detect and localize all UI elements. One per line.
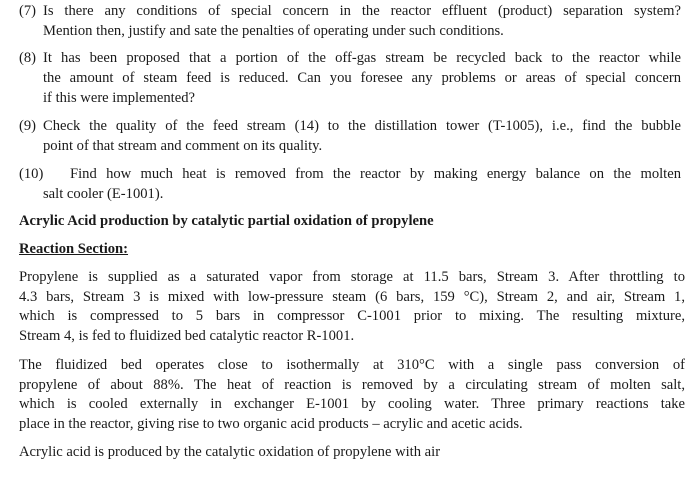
question-text-line: salt cooler (E-1001). xyxy=(43,186,164,202)
question-number: (9) xyxy=(19,118,37,134)
question-text-line: Is there any conditions of special concern in the reactor effluent (product) separation system? xyxy=(43,3,681,19)
paragraph xyxy=(19,268,685,346)
paragraph-line: propylene of about 88%. The heat of reaction is removed by a circulating stream of molten salt, xyxy=(19,376,685,393)
paragraph-line: which is cooled externally in exchanger E-1001 by cooling water. Three primary reactions take xyxy=(19,396,685,412)
section-subheading: Reaction Section: xyxy=(19,241,129,257)
question-text-line: Check the quality of the feed stream (14) to the distillation tower (T-1005), i.e., find the bubble xyxy=(43,118,681,134)
question-text-line: if this were implemented? xyxy=(43,90,195,106)
question-text-line: point of that stream and comment on its quality. xyxy=(43,138,323,154)
paragraph xyxy=(19,356,685,434)
paragraph-line: which is compressed to 5 bars in compressor C-1001 prior to mixing. The resulting mixture, xyxy=(19,308,685,324)
paragraph xyxy=(19,443,685,463)
section-heading: Acrylic Acid production by catalytic partial oxidation of propylene xyxy=(19,213,434,229)
question-number: (7) xyxy=(19,3,37,19)
paragraph-line: Propylene is supplied as a saturated vapor from storage at 11.5 bars, Stream 3. After throttling to xyxy=(19,269,685,285)
paragraph-line: 4.3 bars, Stream 3 is mixed with low-pressure steam (6 bars, 159 °C), Stream 2, and air, Stream 1, xyxy=(19,288,685,305)
question-text-line: Mention then, justify and sate the penalties of operating under such conditions. xyxy=(43,23,504,39)
paragraph-line: The fluidized bed operates close to isothermally at 310°C with a single pass conversion of xyxy=(19,357,685,373)
question-text-line: the amount of steam feed is reduced. Can you foresee any problems or areas of special concern xyxy=(43,70,681,86)
paragraph-line: place in the reactor, giving rise to two organic acid products – acrylic and acetic acids. xyxy=(19,415,523,432)
paragraph-line: Acrylic acid is produced by the catalytic oxidation of propylene with air xyxy=(19,444,441,460)
question-number: (8) xyxy=(19,50,37,66)
question-number: (10) xyxy=(19,166,44,182)
question-text-line: It has been proposed that a portion of the off-gas stream be recycled back to the reactor while xyxy=(43,50,681,66)
question-text-line: Find how much heat is removed from the reactor by making energy balance on the molten xyxy=(70,166,681,182)
paragraph-line: Stream 4, is fed to fluidized bed catalytic reactor R-1001. xyxy=(19,327,355,344)
